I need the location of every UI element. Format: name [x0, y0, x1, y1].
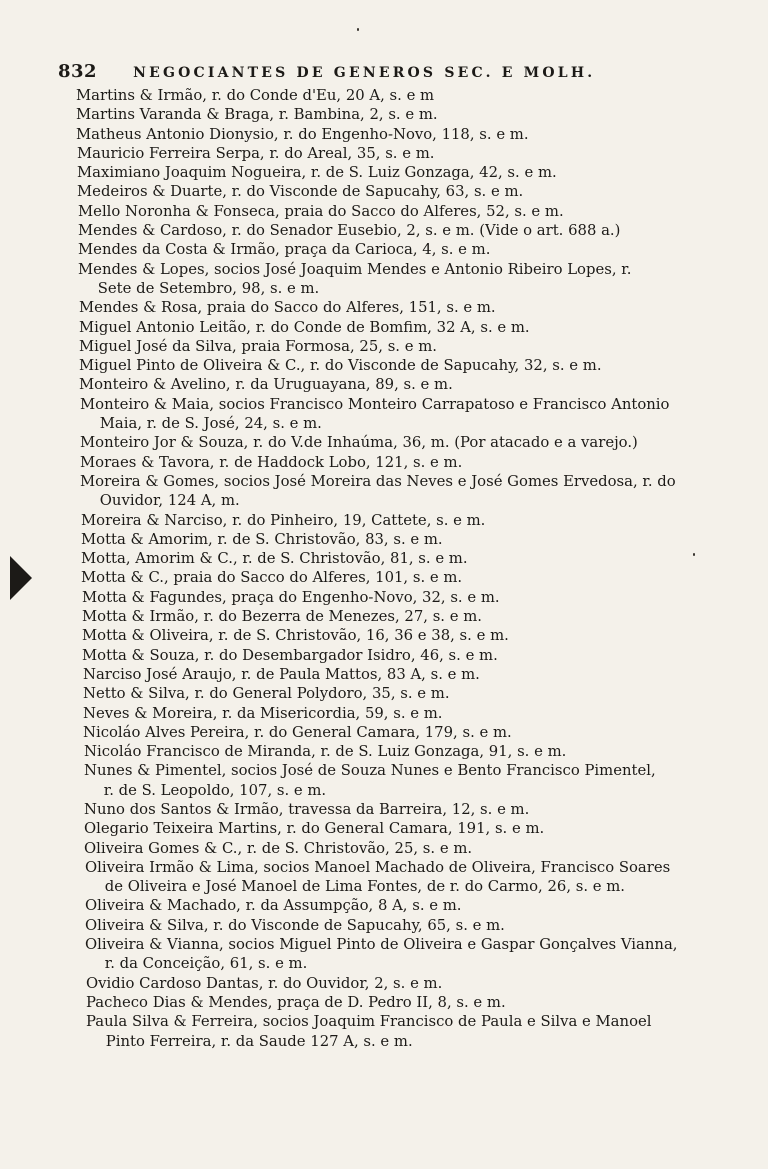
directory-entry	[77, 144, 768, 163]
entry-line: Oliveira & Vianna, socios Miguel Pinto de Oliveira e Gaspar Gonçalves Vianna,	[85, 935, 678, 954]
entry-line: Mendes & Rosa, praia do Sacco do Alferes, 151, s. e m.	[79, 298, 496, 317]
directory-entry	[78, 260, 768, 299]
entry-line: Nunes & Pimentel, socios José de Souza Nunes e Bento Francisco Pimentel,	[84, 761, 656, 780]
directory-entry	[81, 549, 768, 568]
entry-line: Matheus Antonio Dionysio, r. do Engenho-Novo, 118, s. e m.	[76, 124, 529, 143]
entry-line: Motta & C., praia do Sacco do Alferes, 101, s. e m.	[81, 568, 463, 587]
directory-entry	[85, 896, 768, 915]
entry-line: Monteiro Jor & Souza, r. do V.de Inhaúma, 36, m. (Por atacado e a varejo.)	[80, 433, 638, 452]
entry-line: Miguel Pinto de Oliveira & C., r. do Visconde de Sapucahy, 32, s. e m.	[79, 356, 602, 375]
entry-line: Paula Silva & Ferreira, socios Joaquim Francisco de Paula e Silva e Manoel	[86, 1012, 652, 1031]
entry-line: Narciso José Araujo, r. de Paula Mattos, 83 A, s. e m.	[83, 664, 480, 683]
entry-continuation-line: Ouvidor, 124 A, m.	[99, 491, 240, 510]
running-head: NEGOCIANTES DE GENEROS SEC. E MOLH.	[133, 65, 596, 81]
entry-line: Motta & Oliveira, r. de S. Christovão, 16, 36 e 38, s. e m.	[82, 626, 509, 645]
directory-entry	[85, 858, 768, 897]
entry-line: Medeiros & Duarte, r. do Visconde de Sapucahy, 63, s. e m.	[77, 182, 524, 201]
directory-entry	[84, 800, 768, 819]
directory-entry	[82, 588, 768, 607]
directory-entry	[86, 993, 768, 1012]
entry-line: Moreira & Gomes, socios José Moreira das Neves e José Gomes Ervedosa, r. do	[80, 471, 676, 490]
ink-speck	[357, 28, 359, 31]
directory-entry	[83, 723, 768, 742]
entry-continuation-line: de Oliveira e José Manoel de Lima Fontes, de r. do Carmo, 26, s. e m.	[104, 877, 626, 896]
entry-line: Nuno dos Santos & Irmão, travessa da Barreira, 12, s. e m.	[84, 799, 530, 818]
directory-entry	[78, 240, 768, 259]
entry-continuation-line: r. da Conceição, 61, s. e m.	[104, 954, 308, 973]
entry-line: Nicoláo Francisco de Miranda, r. de S. Luiz Gonzaga, 91, s. e m.	[84, 742, 567, 761]
entry-line: Oliveira Gomes & C., r. de S. Christovão, 25, s. e m.	[84, 838, 473, 857]
directory-entry	[84, 761, 768, 800]
directory-entry	[86, 974, 768, 993]
entry-line: Moreira & Narciso, r. do Pinheiro, 19, Cattete, s. e m.	[81, 510, 486, 529]
entry-line: Olegario Teixeira Martins, r. do General Camara, 191, s. e m.	[84, 819, 545, 838]
entry-line: Martins & Irmão, r. do Conde d'Eu, 20 A, s. e m	[76, 86, 435, 104]
directory-entry	[84, 742, 768, 761]
ink-speck	[693, 553, 695, 556]
entry-line: Motta & Irmão, r. do Bezerra de Menezes, 27, s. e m.	[82, 607, 482, 626]
entry-line: Miguel Antonio Leitão, r. do Conde de Bomfim, 32 A, s. e m.	[79, 317, 530, 336]
directory-entry	[83, 704, 768, 723]
directory-entry	[84, 839, 768, 858]
entry-line: Oliveira Irmão & Lima, socios Manoel Machado de Oliveira, Francisco Soares	[85, 857, 671, 876]
entry-line: Monteiro & Avelino, r. da Uruguayana, 89, s. e m.	[79, 375, 453, 394]
directory-entry	[79, 356, 768, 375]
directory-entry	[79, 375, 768, 394]
entry-line: Nicoláo Alves Pereira, r. do General Camara, 179, s. e m.	[83, 722, 512, 741]
directory-entry	[82, 646, 768, 665]
directory-entry	[79, 318, 768, 337]
entry-continuation-line: Maia, r. de S. José, 24, s. e m.	[99, 414, 322, 433]
entry-line: Mendes da Costa & Irmão, praça da Carioca, 4, s. e m.	[78, 240, 491, 259]
entry-continuation-line: Sete de Setembro, 98, s. e m.	[97, 278, 320, 297]
directory-entry	[84, 819, 768, 838]
directory-entry	[76, 86, 768, 105]
page-number: 832	[58, 61, 98, 82]
directory-entry	[79, 298, 768, 317]
directory-entry	[80, 433, 768, 452]
entry-line: Oliveira & Machado, r. da Assumpção, 8 A, s. e m.	[85, 896, 462, 915]
directory-entry	[85, 935, 768, 974]
directory-entry	[83, 684, 768, 703]
directory-entry	[76, 125, 768, 144]
entry-line: Moraes & Tavora, r. de Haddock Lobo, 121, s. e m.	[80, 452, 463, 471]
entry-line: Motta, Amorim & C., r. de S. Christovão, 81, s. e m.	[81, 549, 468, 568]
entry-line: Miguel José da Silva, praia Formosa, 25, s. e m.	[79, 336, 437, 355]
directory-entry	[81, 511, 768, 530]
directory-entry	[76, 105, 768, 124]
entry-line: Motta & Amorim, r. de S. Christovão, 83, s. e m.	[81, 529, 443, 548]
directory-entry	[78, 202, 768, 221]
directory-entry	[80, 395, 768, 434]
entry-line: Ovidio Cardoso Dantas, r. do Ouvidor, 2, s. e m.	[86, 973, 443, 992]
entry-line: Maximiano Joaquim Nogueira, r. de S. Luiz Gonzaga, 42, s. e m.	[77, 163, 557, 182]
entry-continuation-line: Pinto Ferreira, r. da Saude 127 A, s. e m.	[105, 1031, 413, 1050]
directory-entry	[79, 337, 768, 356]
entry-line: Netto & Silva, r. do General Polydoro, 35, s. e m.	[83, 684, 450, 703]
entry-line: Motta & Souza, r. do Desembargador Isidro, 46, s. e m.	[82, 645, 498, 664]
directory-entry	[83, 665, 768, 684]
directory-entry	[86, 1012, 768, 1051]
entry-line: Pacheco Dias & Mendes, praça de D. Pedro II, 8, s. e m.	[86, 992, 506, 1011]
entry-line: Mendes & Lopes, socios José Joaquim Mendes e Antonio Ribeiro Lopes, r.	[78, 259, 632, 278]
directory-entry	[77, 163, 768, 182]
entry-line: Neves & Moreira, r. da Misericordia, 59, s. e m.	[83, 703, 443, 722]
directory-entry	[82, 607, 768, 626]
page-header	[58, 61, 718, 83]
entry-continuation-line: r. de S. Leopoldo, 107, s. e m.	[103, 780, 327, 799]
margin-arrow-mark	[10, 556, 32, 600]
entry-line: Martins Varanda & Braga, r. Bambina, 2, s. e m.	[76, 105, 438, 124]
directory-entry	[80, 453, 768, 472]
entry-line: Mello Noronha & Fonseca, praia do Sacco do Alferes, 52, s. e m.	[78, 201, 564, 220]
entry-line: Motta & Fagundes, praça do Engenho-Novo, 32, s. e m.	[82, 587, 500, 606]
directory-entry	[85, 916, 768, 935]
entry-line: Mendes & Cardoso, r. do Senador Eusebio, 2, s. e m. (Vide o art. 688 a.)	[78, 221, 621, 240]
entry-line: Oliveira & Silva, r. do Visconde de Sapucahy, 65, s. e m.	[85, 915, 505, 934]
entry-line: Mauricio Ferreira Serpa, r. do Areal, 35, s. e m.	[77, 143, 435, 162]
directory-entry	[81, 568, 768, 587]
directory-entry	[80, 472, 768, 511]
entry-line: Monteiro & Maia, socios Francisco Monteiro Carrapatoso e Francisco Antonio	[80, 394, 670, 413]
directory-entry	[77, 182, 768, 201]
directory-entry	[78, 221, 768, 240]
directory-entry	[82, 626, 768, 645]
directory-entry	[81, 530, 768, 549]
entry-list	[0, 86, 768, 1051]
